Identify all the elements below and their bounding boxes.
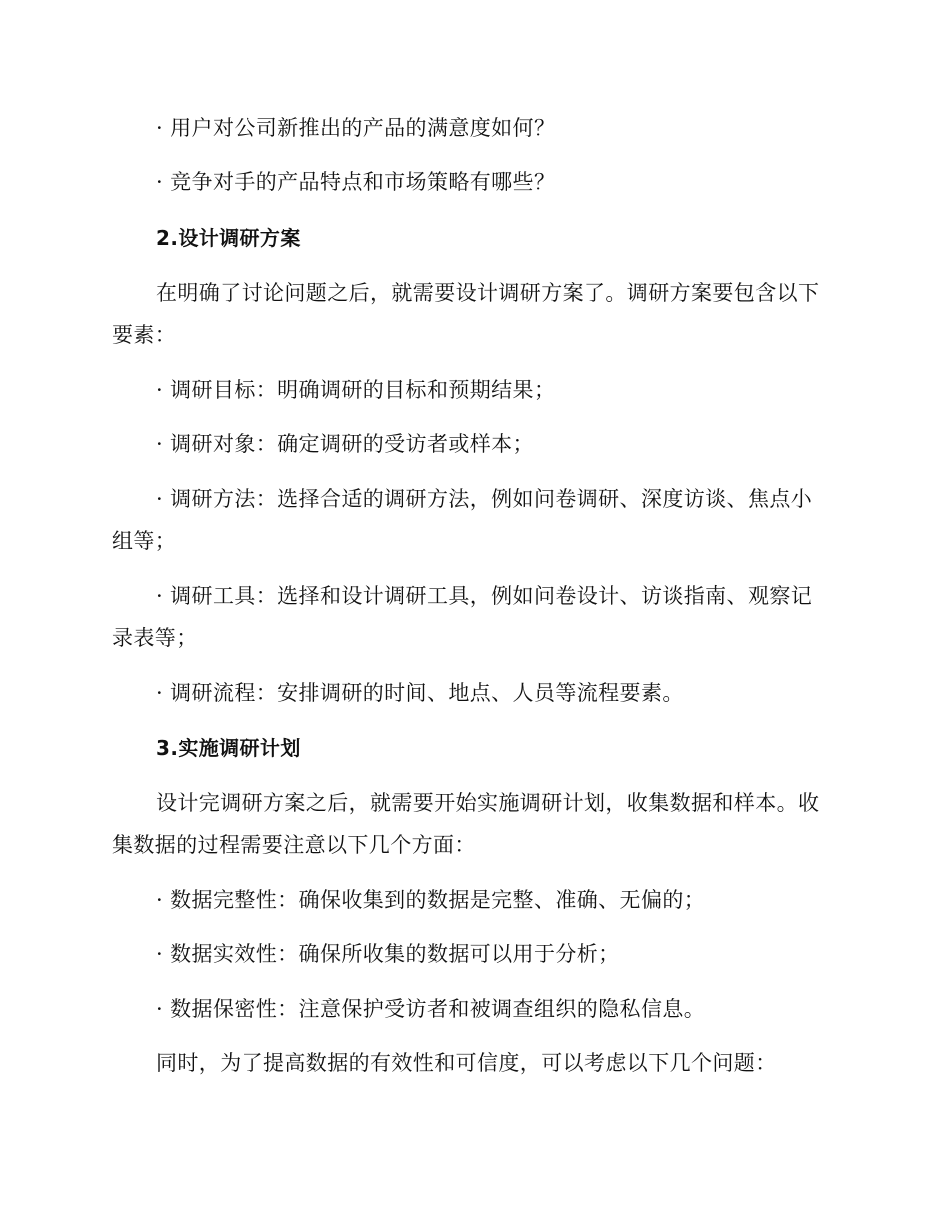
bullet-timeliness: · 数据实效性：确保所收集的数据可以用于分析； xyxy=(156,942,620,966)
bullet-confidentiality: · 数据保密性：注意保护受访者和被调查组织的隐私信息。 xyxy=(156,997,706,1021)
bullet-tools-line-2: 录表等； xyxy=(112,626,198,650)
bullet-tools-line-1: · 调研工具：选择和设计调研工具，例如问卷设计、访谈指南、观察记 xyxy=(156,584,813,608)
bullet-method-line-2: 组等； xyxy=(112,529,177,553)
paragraph-implement-line-1: 设计完调研方案之后，就需要开始实施调研计划，收集数据和样本。收 xyxy=(156,791,820,815)
bullet-method-line-1: · 调研方法：选择合适的调研方法，例如问卷调研、深度访谈、焦点小 xyxy=(156,487,813,511)
bullet-goal: · 调研目标：明确调研的目标和预期结果； xyxy=(156,378,556,402)
paragraph-design-line-2: 要素： xyxy=(112,323,177,347)
bullet-process: · 调研流程：安排调研的时间、地点、人员等流程要素。 xyxy=(156,681,684,705)
bullet-completeness: · 数据完整性：确保收集到的数据是完整、准确、无偏的； xyxy=(156,888,706,912)
bullet-target: · 调研对象：确定调研的受访者或样本； xyxy=(156,432,534,456)
section-heading-implement: 3.实施调研计划 xyxy=(156,736,301,760)
bullet-satisfaction: · 用户对公司新推出的产品的满意度如何？ xyxy=(156,116,556,140)
paragraph-implement-line-2: 集数据的过程需要注意以下几个方面： xyxy=(112,833,476,857)
paragraph-closing: 同时，为了提高数据的有效性和可信度，可以考虑以下几个问题： xyxy=(156,1051,777,1075)
bullet-competitors: · 竞争对手的产品特点和市场策略有哪些？ xyxy=(156,170,556,194)
paragraph-design-line-1: 在明确了讨论问题之后，就需要设计调研方案了。调研方案要包含以下 xyxy=(156,281,820,305)
section-heading-design: 2.设计调研方案 xyxy=(156,226,301,250)
